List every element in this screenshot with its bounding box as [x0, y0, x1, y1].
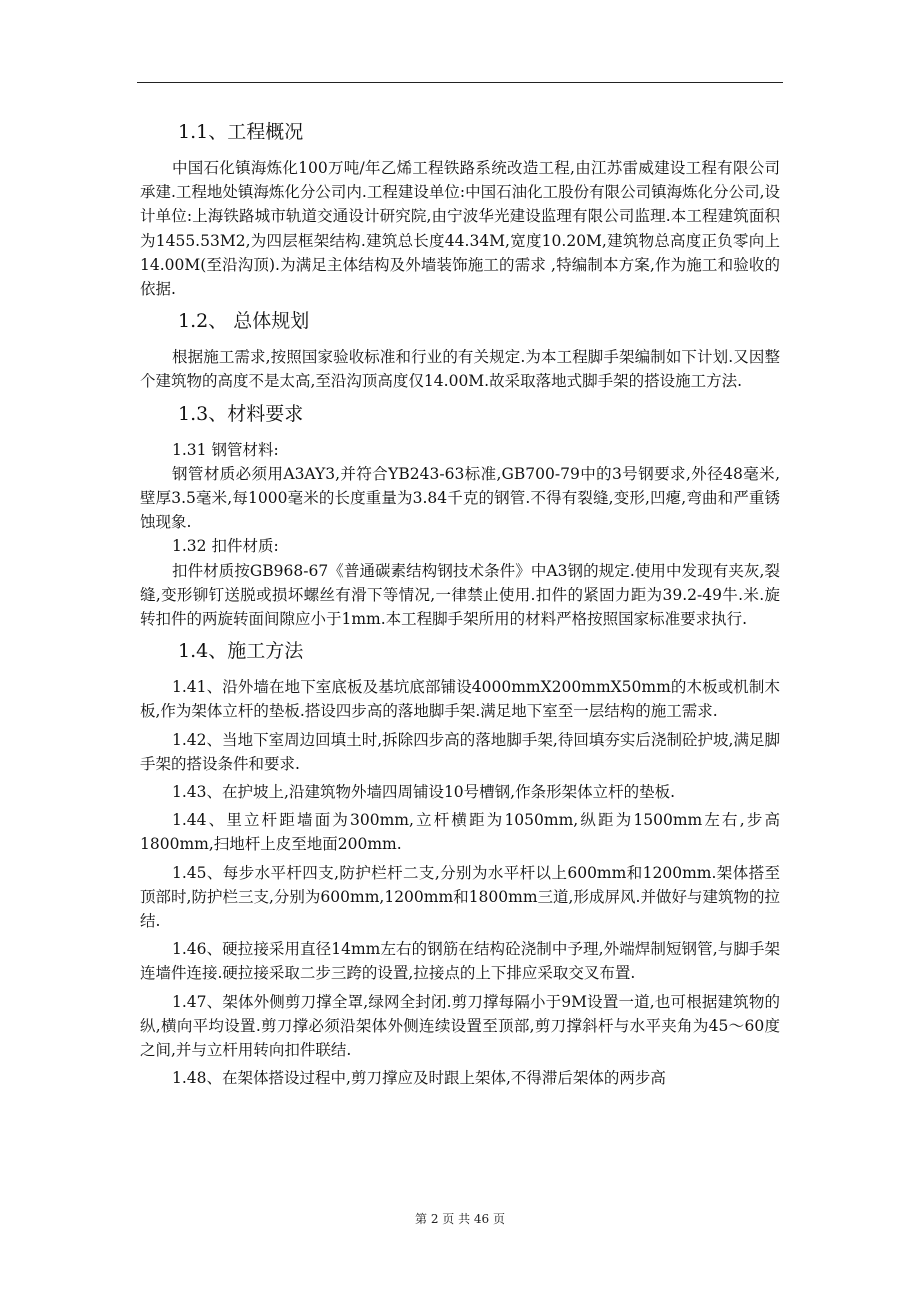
- section-heading: 1.3、材料要求: [178, 402, 304, 425]
- page-content: [140, 118, 780, 1097]
- paragraph: 1.44、里立杆距墙面为300mm,立杆横距为1050mm,纵距为1500mm左右,步高1800mm,扫地杆上皮至地面200mm.: [140, 811, 780, 854]
- section-1-2: [140, 307, 780, 393]
- section-1-1: [140, 118, 780, 301]
- section-heading: 1.2、 总体规划: [178, 310, 310, 333]
- section-1-4: [140, 637, 780, 1090]
- paragraph: 1.46、硬拉接采用直径14mm左右的钢筋在结构砼浇制中予理,外端焊制短钢管,与脚手架连墙件连接.硬拉接采取二步三跨的设置,拉接点的上下排应采取交叉布置.: [140, 940, 780, 983]
- section-heading: 1.1、工程概况: [178, 121, 304, 143]
- paragraph: 钢管材质必须用A3AY3,并符合YB243-63标准,GB700-79中的3号钢要求,外径48毫米,壁厚3.5毫米,每1000毫米的长度重量为3.84千克的钢管.不得有裂缝,变形,凹瘪,弯曲和严重锈蚀现象.: [140, 464, 780, 532]
- subheading: 1.32 扣件材质:: [172, 537, 279, 556]
- paragraph: 1.48、在架体搭设过程中,剪刀撑应及时跟上架体,不得滞后架体的两步高: [172, 1069, 666, 1088]
- paragraph: 1.43、在护坡上,沿建筑物外墙四周铺设10号槽钢,作条形架体立杆的垫板.: [172, 783, 676, 802]
- paragraph: 1.42、当地下室周边回填土时,拆除四步高的落地脚手架,待回填夯实后浇制砼护坡,满足脚手架的搭设条件和要求.: [140, 730, 780, 773]
- header-rule: [137, 82, 783, 83]
- page-footer: 第 2 页 共 46 页: [415, 1212, 505, 1226]
- paragraph: 根据施工需求,按照国家验收标准和行业的有关规定.为本工程脚手架编制如下计划.又因整个建筑物的高度不是太高,至沿沟顶高度仅14.00M.故采取落地式脚手架的搭设施工方法.: [140, 348, 780, 391]
- subheading: 1.31 钢管材料:: [172, 440, 279, 459]
- paragraph: 1.41、沿外墙在地下室底板及基坑底部铺设4000mmX200mmX50mm的木板或机制木板,作为架体立杆的垫板.搭设四步高的落地脚手架.满足地下室至一层结构的施工需求.: [140, 678, 780, 721]
- paragraph: 中国石化镇海炼化100万吨/年乙烯工程铁路系统改造工程,由江苏雷威建设工程有限公司承建.工程地处镇海炼化分公司内.工程建设单位:中国石油化工股份有限公司镇海炼化分公司,设计单位:上海铁路城市轨道交通设计研究院,由宁波华光建设监理有限公司监理.本工程建筑面积为1455.53M2,为四层框架结构.建筑总长度44.34M,宽度10.20M,建筑物总高度正负零向上14.00M(至沿沟顶).为满足主体结构及外墙装饰施工的需求 ,特编制本方案,作为施工和验收的依据.: [140, 159, 781, 299]
- paragraph: 1.47、架体外侧剪刀撑全罩,绿网全封闭.剪刀撑每隔小于9M设置一道,也可根据建筑物的纵,横向平均设置.剪刀撑必须沿架体外侧连续设置至顶部,剪刀撑斜杆与水平夹角为45～60度之间,并与立杆用转向扣件联结.: [140, 992, 780, 1060]
- paragraph: 1.45、每步水平杆四支,防护栏杆二支,分别为水平杆以上600mm和1200mm.架体搭至顶部时,防护栏三支,分别为600mm,1200mm和1800mm三道,形成屏风.并做好与建筑物的拉结.: [140, 863, 780, 931]
- section-heading: 1.4、施工方法: [178, 640, 304, 663]
- section-1-3: [140, 400, 780, 632]
- paragraph: 扣件材质按GB968-67《普通碳素结构钢技术条件》中A3钢的规定.使用中发现有夹灰,裂缝,变形铆钉送脱或损坏螺丝有滑下等情况,一律禁止使用.扣件的紧固力距为39.2-49牛.米.旋转扣件的两旋转面间隙应小于1mm.本工程脚手架所用的材料严格按照国家标准要求执行.: [140, 561, 780, 629]
